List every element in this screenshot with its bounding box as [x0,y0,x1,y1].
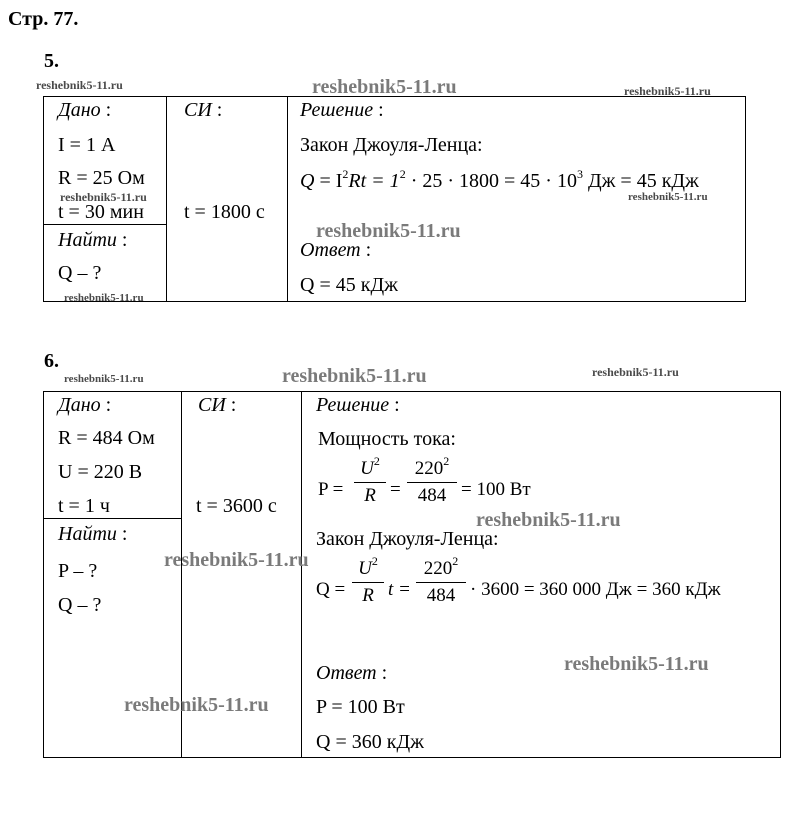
problem-5-given-divider [43,224,167,225]
fraction-220sq-over-484-q: $220^2$ 484 [416,558,466,607]
watermark: reshebnik5-11.ru [64,292,144,304]
problem-6-divider-2 [301,391,302,758]
problem-5-formula: $Q = I^2Rt = 1^2 \cdot 25 \cdot 1800 = 45 \cdot 10^3$ Дж = 45 кДж [300,167,699,192]
watermark: reshebnik5-11.ru [628,191,708,203]
problem-5-si-label: СИ : [184,99,223,121]
problem-5-given-3: t = 30 мин [58,201,144,223]
problem-5-divider-2 [287,96,288,302]
problem-5-number: 5. [44,50,59,72]
watermark: reshebnik5-11.ru [476,509,621,531]
problem-6-answer-label: Ответ : [316,662,388,684]
problem-6-power-title: Мощность тока: [318,428,456,450]
fraction-u2-over-r-q: $U^2$ R [352,558,384,607]
watermark: reshebnik5-11.ru [164,549,309,571]
problem-6-given-3: t = 1 ч [58,495,110,517]
problem-5-answer-label: Ответ : [300,239,372,261]
problem-5-given-2: R = 25 Ом [58,167,145,189]
problem-6-given-divider [43,518,182,519]
problem-6-p-lhs: P = [318,479,344,500]
problem-6-answer-1: P = 100 Вт [316,696,405,718]
watermark: reshebnik5-11.ru [124,694,269,716]
watermark: reshebnik5-11.ru [282,365,427,387]
problem-5-answer: Q = 45 кДж [300,274,398,296]
problem-6-find-1: P – ? [58,560,98,582]
watermark: reshebnik5-11.ru [64,373,144,385]
problem-6-given-label: Дано : [58,394,112,416]
problem-5-law: Закон Джоуля-Ленца: [300,134,483,156]
problem-5-find-value: Q – ? [58,262,102,284]
watermark: reshebnik5-11.ru [36,78,123,92]
problem-5-given-label: Дано : [58,99,112,121]
problem-5-given-1: I = 1 А [58,134,116,156]
problem-5-si-value: t = 1800 с [184,201,265,223]
problem-6-find-2: Q – ? [58,594,102,616]
watermark: reshebnik5-11.ru [624,84,711,98]
problem-6-given-2: U = 220 В [58,461,143,483]
watermark: reshebnik5-11.ru [316,220,461,242]
watermark: reshebnik5-11.ru [564,653,709,675]
watermark: reshebnik5-11.ru [60,190,147,204]
problem-6-number: 6. [44,350,59,372]
problem-6-solution-label: Решение : [316,394,400,416]
problem-6-given-1: R = 484 Ом [58,427,155,449]
problem-6-q-result: · 3600 = 360 000 Дж = 360 кДж [470,579,721,600]
problem-5-divider-1 [166,96,167,302]
watermark: reshebnik5-11.ru [592,365,679,379]
page-header: Стр. 77. [8,8,79,30]
fraction-u2-over-r: $U^2$ R [354,458,386,507]
fraction-220sq-over-484: $220^2$ 484 [407,458,457,507]
problem-6-law: Закон Джоуля-Ленца: [316,528,499,550]
problem-6-q-t: t = [388,579,411,600]
problem-6-p-eq: = [390,479,401,500]
watermark: reshebnik5-11.ru [312,76,457,98]
problem-6-p-result: = 100 Вт [461,479,531,500]
problem-5-find-label: Найти : [58,229,128,251]
problem-6-q-lhs: Q = [316,579,346,600]
problem-6-find-label: Найти : [58,523,128,545]
problem-5-solution-label: Решение : [300,99,384,121]
problem-6-si-value: t = 3600 с [196,495,277,517]
problem-6-answer-2: Q = 360 кДж [316,731,424,753]
problem-6-si-label: СИ : [198,394,237,416]
